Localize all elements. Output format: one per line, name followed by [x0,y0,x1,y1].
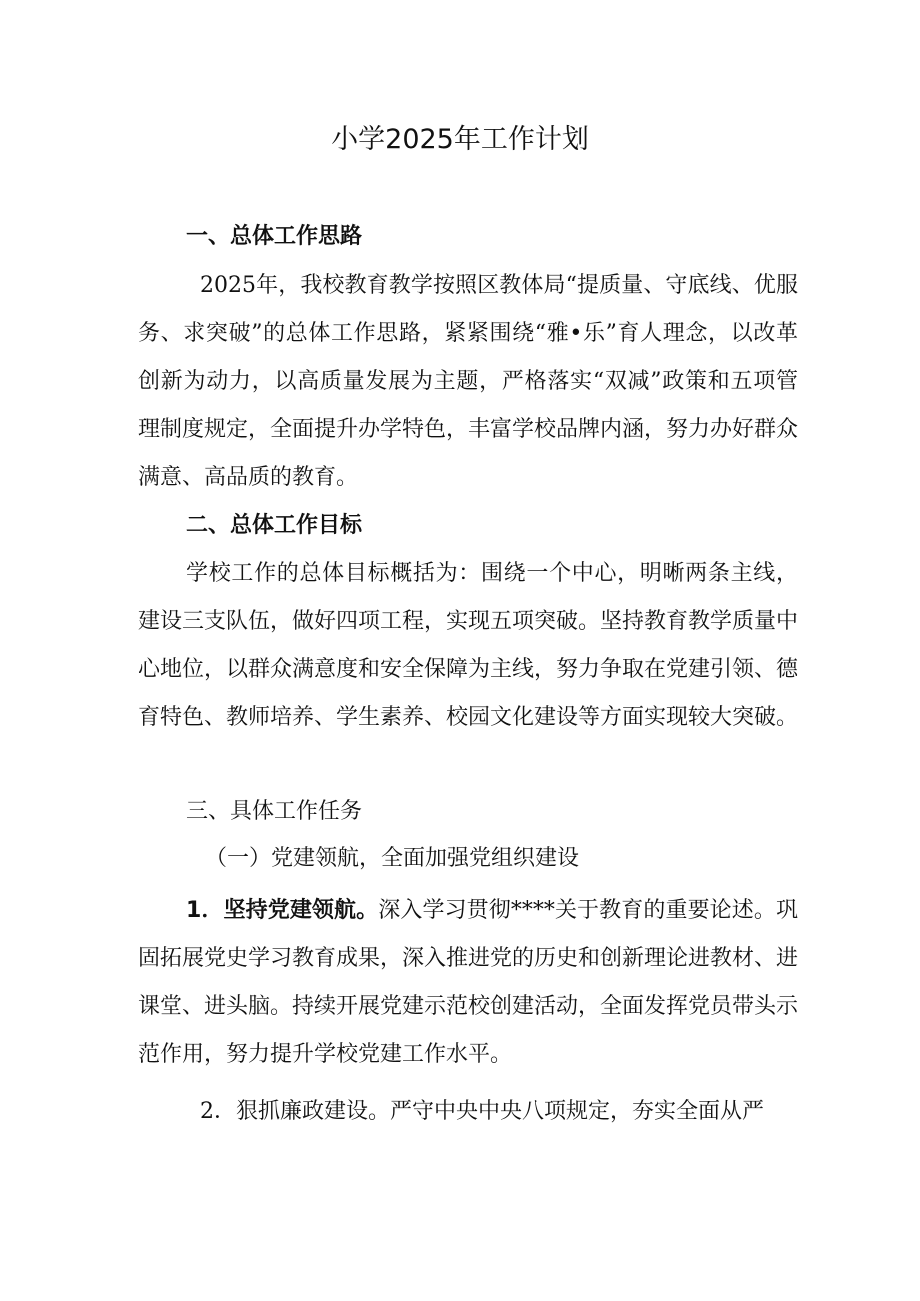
subsection-heading-party-building: （一）党建领航，全面加强党组织建设 [205,846,580,871]
section-heading-overall-approach: 一、总体工作思路 [186,224,363,249]
item-lead-text: 坚持党建领航。 [223,898,379,923]
section-heading-overall-goals: 二、总体工作目标 [186,513,363,538]
section-heading-specific-tasks: 三、具体工作任务 [186,799,363,824]
paragraph-item-1 [138,887,798,1079]
paragraph-overall-approach: 2025年，我校教育教学按照区教体局“提质量、守底线、优服务、求突破”的总体工作思路，紧紧围绕“雅•乐”育人理念，以改革创新为动力，以高质量发展为主题，严格落实“双减”政策和五项管理制度规定，全面提升办学特色，丰富学校品牌内涵，努力办好群众满意、高品质的教育。 [138,273,799,490]
paragraph-item-2: 2．狠抓廉政建设。严守中央中央八项规定，夯实全面从严 [200,1099,764,1124]
item-body-text: 深入学习贯彻****关于教育的重要论述。巩固拓展党史学习教育成果，深入推进党的历史和创新理论进教材、进课堂、进头脑。持续开展党建示范校创建活动，全面发挥党员带头示范作用，努力提升学校党建工作水平。 [138,898,799,1067]
paragraph-overall-goals: 学校工作的总体目标概括为：围绕一个中心，明晰两条主线，建设三支队伍，做好四项工程，实现五项突破。坚持教育教学质量中心地位，以群众满意度和安全保障为主线，努力争取在党建引领、德育特色、教师培养、学生素养、校园文化建设等方面实现较大突破。 [138,561,799,730]
item-number: 1． [186,898,224,923]
document-title: 小学2025年工作计划 [331,124,589,155]
